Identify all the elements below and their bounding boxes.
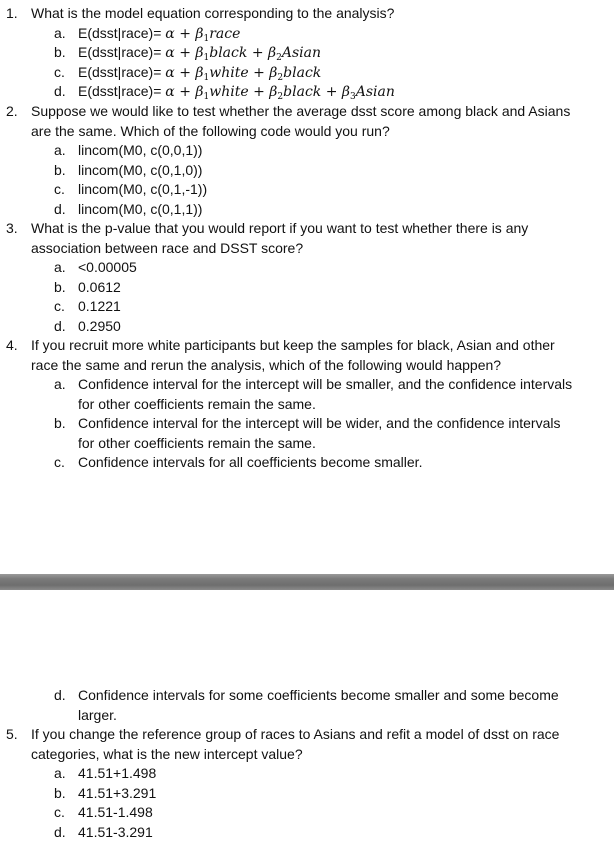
model-equation: $\alpha + \beta_1race$	[165, 25, 241, 44]
model-equation: $\alpha + \beta_1black$ + $\beta_2Asian$	[165, 45, 322, 63]
option-text-continued: for other coefficients remain the same.	[78, 434, 316, 451]
question-text-continued: race the same and rerun the analysis, which of the following would happen?	[31, 356, 502, 373]
option-prefix: E(dsst|race)=	[78, 44, 162, 60]
option-letter: a.	[54, 24, 66, 41]
option-letter: a.	[54, 376, 66, 392]
option-text: <0.00005	[78, 259, 137, 275]
option-text: 41.51-3.291	[78, 823, 153, 840]
option-letter: d.	[54, 83, 66, 99]
option-c	[0, 453, 614, 473]
question-1	[0, 4, 614, 102]
option-letter: c.	[54, 181, 65, 197]
option-d	[0, 686, 614, 706]
option-letter: d.	[54, 200, 66, 217]
option-letter: c.	[54, 298, 65, 314]
option-letter: b.	[54, 415, 66, 431]
question-4-continued	[0, 686, 614, 725]
option-letter: d.	[54, 317, 66, 334]
option-letter: a.	[54, 259, 66, 275]
option-text: 0.1221	[78, 298, 121, 314]
option-text-continued: larger.	[78, 706, 117, 723]
option-b	[0, 278, 614, 298]
option-a	[0, 258, 614, 278]
option-letter: d.	[54, 687, 66, 703]
option-text: lincom(M0, c(0,1,1))	[78, 200, 203, 217]
model-equation: $\alpha + \beta_1white$ + $\beta_2black$ + $\beta_3Asian$	[165, 84, 395, 102]
option-text: lincom(M0, c(0,0,1))	[78, 142, 203, 158]
question-4	[0, 336, 614, 473]
question-text: What is the model equation corresponding to the analysis?	[31, 5, 395, 21]
option-a	[0, 764, 614, 784]
option-text: lincom(M0, c(0,1,0))	[78, 161, 203, 178]
option-letter: a.	[54, 142, 66, 158]
question-text: What is the p-value that you would report if you want to test whether there is any	[31, 220, 529, 236]
question-number: 5.	[6, 726, 18, 742]
option-c	[0, 297, 614, 317]
option-b	[0, 414, 614, 434]
document-page-bottom	[0, 590, 614, 847]
question-text-continued: association between race and DSST score?	[31, 239, 304, 256]
question-number: 2.	[6, 103, 18, 119]
option-text: Confidence interval for the intercept will be smaller, and the confidence intervals	[78, 376, 573, 392]
option-letter: c.	[54, 454, 65, 470]
option-d-continued	[0, 706, 614, 726]
question-text: Suppose we would like to test whether the average dsst score among black and Asians	[31, 103, 571, 119]
question-3	[0, 219, 614, 336]
option-a	[0, 375, 614, 395]
option-a	[0, 141, 614, 161]
option-a-continued	[0, 395, 614, 415]
option-letter: c.	[54, 804, 65, 820]
question-text: If you change the reference group of races to Asians and refit a model of dsst on race	[31, 726, 560, 742]
option-text: 0.0612	[78, 278, 121, 295]
option-text: Confidence intervals for all coefficients become smaller.	[78, 454, 423, 470]
option-text: lincom(M0, c(0,1,-1))	[78, 181, 208, 197]
question-2	[0, 102, 614, 219]
question-number: 1.	[6, 5, 18, 21]
option-b	[0, 161, 614, 181]
option-prefix: E(dsst|race)=	[78, 24, 162, 41]
option-letter: b.	[54, 278, 66, 295]
option-c	[0, 803, 614, 823]
option-letter: b.	[54, 784, 66, 801]
option-letter: a.	[54, 765, 66, 781]
question-number: 3.	[6, 220, 18, 236]
option-text: 41.51+1.498	[78, 765, 157, 781]
option-b-continued	[0, 434, 614, 454]
option-letter: b.	[54, 161, 66, 178]
model-equation: $\alpha + \beta_1white$ + $\beta_2black$	[165, 64, 322, 83]
option-text: Confidence interval for the intercept will be wider, and the confidence intervals	[78, 415, 561, 431]
option-text: Confidence intervals for some coefficients become smaller and some become	[78, 687, 559, 703]
page-break-divider	[0, 574, 614, 590]
option-prefix: E(dsst|race)=	[78, 83, 162, 99]
option-a	[0, 24, 614, 44]
option-c	[0, 180, 614, 200]
option-b	[0, 43, 614, 63]
option-letter: b.	[54, 44, 66, 60]
question-5	[0, 725, 614, 842]
option-letter: c.	[54, 63, 65, 80]
option-d	[0, 823, 614, 843]
option-d	[0, 200, 614, 220]
option-text: 41.51+3.291	[78, 784, 157, 801]
question-text-continued: categories, what is the new intercept value?	[31, 745, 303, 762]
option-c	[0, 63, 614, 83]
option-text-continued: for other coefficients remain the same.	[78, 395, 316, 412]
option-d	[0, 317, 614, 337]
option-d	[0, 82, 614, 102]
option-prefix: E(dsst|race)=	[78, 63, 162, 80]
question-text-continued: are the same. Which of the following code would you run?	[31, 122, 390, 139]
option-text: 41.51-1.498	[78, 804, 153, 820]
question-text: If you recruit more white participants but keep the samples for black, Asian and other	[31, 337, 555, 353]
question-number: 4.	[6, 337, 18, 353]
option-letter: d.	[54, 823, 66, 840]
option-text: 0.2950	[78, 317, 121, 334]
option-b	[0, 784, 614, 804]
